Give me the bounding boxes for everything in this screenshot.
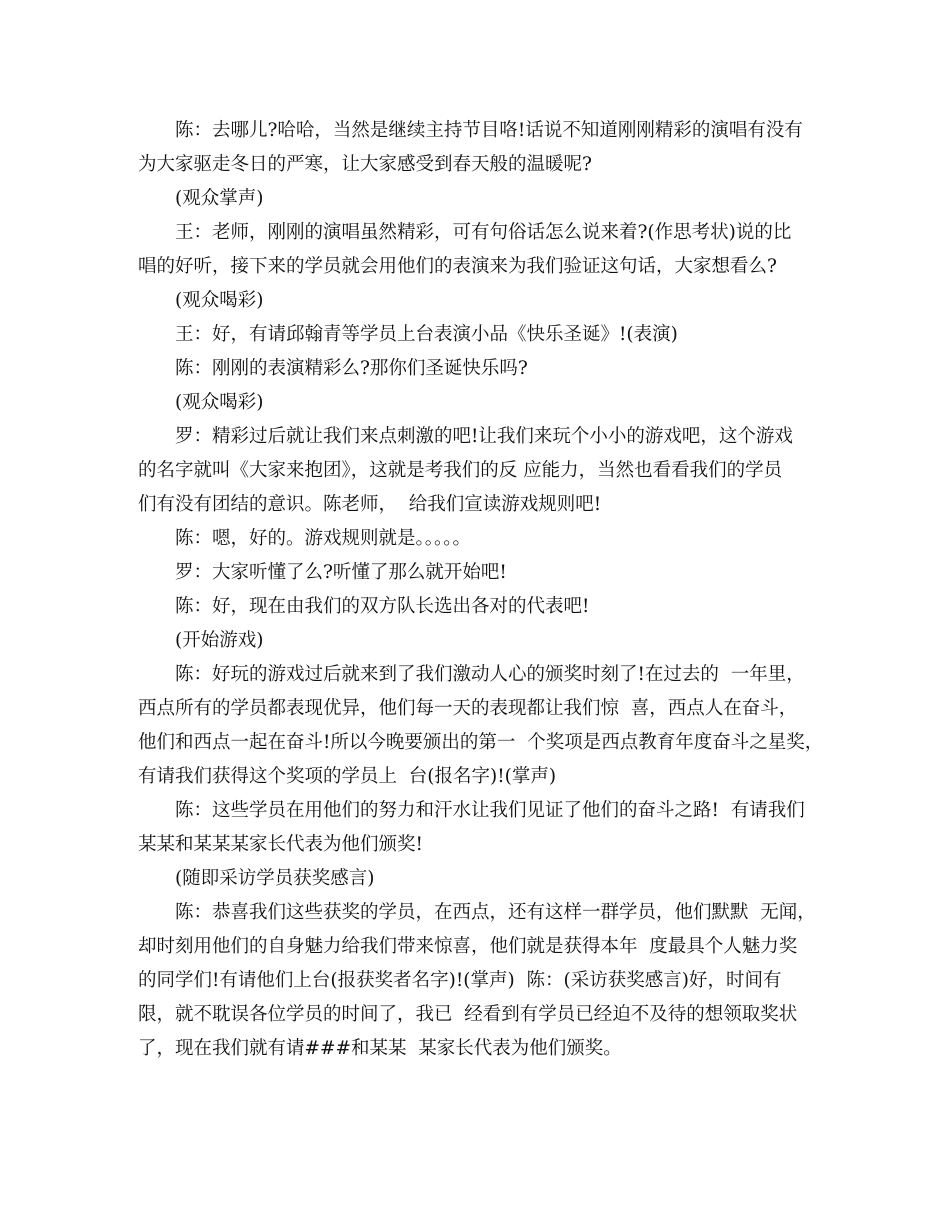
text-line: (观众掌声) <box>175 188 264 209</box>
text-line: 王：好，有请邱翰青等学员上台表演小品《快乐圣诞》!(表演) <box>175 324 678 345</box>
document-body <box>138 114 828 1066</box>
text-line: 陈：刚刚的表演精彩么?那你们圣诞快乐吗? <box>175 358 528 379</box>
text-line: 陈：恭喜我们这些获奖的学员，在西点，还有这样一群学员，他们默默 无闻， <box>175 902 816 923</box>
text-line: 罗：大家听懂了么?听懂了那么就开始吧! <box>175 562 507 583</box>
text-line: 陈：去哪儿?哈哈，当然是继续主持节目咯!话说不知道刚刚精彩的演唱有没有 <box>175 120 803 141</box>
text-line: 陈：这些学员在用他们的努力和汗水让我们见证了他们的奋斗之路! 有请我们 <box>175 800 805 821</box>
text-line: (观众喝彩) <box>175 392 264 413</box>
text-line: 西点所有的学员都表现优异，他们每一天的表现都让我们惊 喜，西点人在奋斗， <box>138 698 798 719</box>
text-line: 陈：嗯，好的。游戏规则就是。。。。。 <box>175 528 472 549</box>
text-line: 某某和某某某家长代表为他们颁奖! <box>138 834 423 855</box>
text-line: 了，现在我们就有请###和某某 某家长代表为他们颁奖。 <box>138 1038 622 1059</box>
text-line: (随即采访学员获奖感言) <box>175 868 375 889</box>
text-line: (观众喝彩) <box>175 290 264 311</box>
text-line: 有请我们获得这个奖项的学员上 台(报名字)!(掌声) <box>138 766 557 787</box>
text-line: 王：老师，刚刚的演唱虽然精彩，可有句俗话怎么说来着?(作思考状)说的比 <box>175 222 792 243</box>
text-line: 却时刻用他们的自身魅力给我们带来惊喜，他们就是获得本年 度最具个人魅力奖 <box>138 936 798 957</box>
text-line: 为大家驱走冬日的严寒，让大家感受到春天般的温暖呢? <box>138 154 592 175</box>
text-line: 的同学们!有请他们上台(报获奖者名字)!(掌声) 陈：(采访获奖感言)好，时间有 <box>138 970 782 991</box>
text-line: 们有没有团结的意识。陈老师， 给我们宣读游戏规则吧! <box>138 494 602 515</box>
text-line: 唱的好听，接下来的学员就会用他们的表演来为我们验证这句话，大家想看么? <box>138 256 777 277</box>
text-line: 的名字就叫《大家来抱团》，这就是考我们的反 应能力，当然也看看我们的学员 <box>138 460 783 481</box>
text-line: (开始游戏) <box>175 630 264 651</box>
text-line: 陈：好，现在由我们的双方队长选出各对的代表吧! <box>175 596 590 617</box>
text-line: 陈：好玩的游戏过后就来到了我们激动人心的颁奖时刻了!在过去的 一年里， <box>175 664 805 685</box>
text-line: 他们和西点一起在奋斗!所以今晚要颁出的第一 个奖项是西点教育年度奋斗之星奖， <box>138 732 824 753</box>
text-line: 限，就不耽误各位学员的时间了，我已 经看到有学员已经迫不及待的想领取奖状 <box>138 1004 798 1025</box>
text-line: 罗：精彩过后就让我们来点刺激的吧!让我们来玩个小小的游戏吧，这个游戏 <box>175 426 793 447</box>
